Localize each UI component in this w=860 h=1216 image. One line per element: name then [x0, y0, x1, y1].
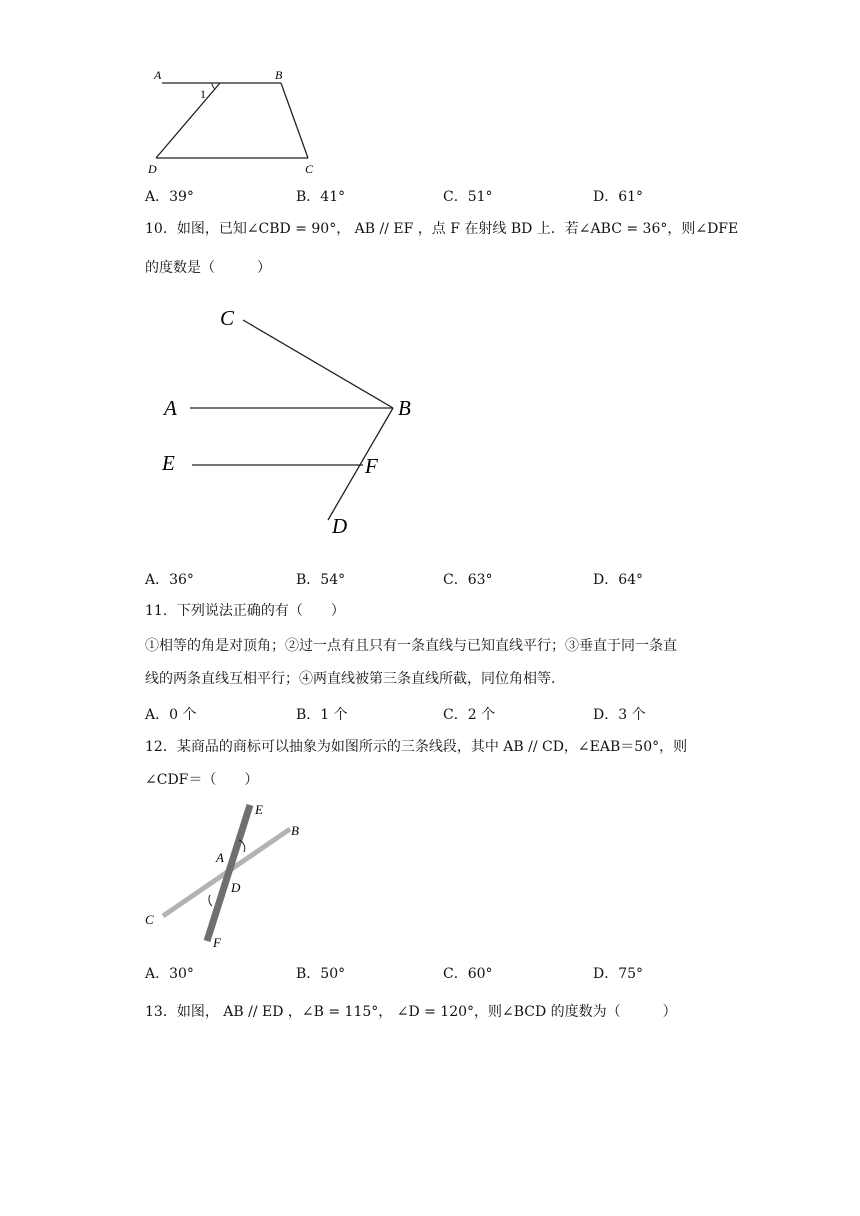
angle-cdf-arc	[209, 895, 212, 906]
q12-option-d[interactable]: D．75°	[593, 966, 644, 982]
figure-q12-logo	[140, 800, 320, 952]
q11-stem-line1: 11．下列说法正确的有（ ）	[145, 603, 345, 619]
q11-option-b[interactable]: B．1 个	[296, 707, 348, 723]
q10-option-a[interactable]: A．36°	[145, 572, 194, 588]
label-e: E	[255, 802, 263, 817]
angle-1-arc	[212, 83, 215, 89]
q12-option-c[interactable]: C．60°	[443, 966, 493, 982]
label-1: 1	[200, 87, 206, 101]
q10-stem-line2: 的度数是（ ）	[145, 260, 271, 276]
figure-q10	[150, 298, 440, 543]
q9-option-c[interactable]: C．51°	[443, 189, 493, 205]
q10-option-b[interactable]: B．54°	[296, 572, 346, 588]
label-d: D	[148, 162, 157, 176]
line-d-top	[156, 83, 220, 158]
label-c: C	[305, 162, 314, 176]
label-f: F	[365, 454, 378, 478]
q13-stem-line1: 13．如图， AB // ED ，∠B = 115°， ∠D = 120°，则∠BCD 的度数为（ ）	[145, 1004, 677, 1020]
q12-stem-line2: ∠CDF＝（ ）	[145, 772, 259, 788]
label-d: D	[332, 514, 348, 538]
q12-option-b[interactable]: B．50°	[296, 966, 346, 982]
label-d: D	[231, 880, 241, 895]
label-c: C	[145, 912, 154, 927]
q11-stem-line3: 线的两条直线互相平行；④两直线被第三条直线所截，同位角相等．	[145, 671, 565, 687]
label-f: F	[213, 935, 221, 950]
label-e: E	[162, 451, 175, 475]
line-bc	[281, 83, 308, 158]
label-a: A	[154, 68, 162, 82]
q12-stem-line1: 12．某商品的商标可以抽象为如图所示的三条线段，其中 AB // CD，∠EAB＝50°，则	[145, 739, 688, 755]
label-b: B	[275, 68, 283, 82]
label-b: B	[398, 396, 411, 420]
q12-option-a[interactable]: A．30°	[145, 966, 194, 982]
figure-q9-trapezoid	[140, 62, 340, 180]
label-a: A	[164, 396, 177, 420]
q10-option-d[interactable]: D．64°	[593, 572, 644, 588]
label-c: C	[220, 306, 235, 330]
q11-stem-line2: ①相等的角是对顶角；②过一点有且只有一条直线与已知直线平行；③垂直于同一条直	[145, 638, 677, 654]
q11-option-a[interactable]: A．0 个	[145, 707, 197, 723]
q10-stem-line1: 10．如图，已知∠CBD = 90°， AB // EF ，点 F 在射线 BD 上．若∠ABC = 36°，则∠DFE	[145, 221, 739, 237]
q9-option-b[interactable]: B．41°	[296, 189, 346, 205]
segment-ef	[207, 805, 250, 941]
label-a: A	[216, 850, 224, 865]
label-b: B	[291, 823, 299, 838]
q9-option-d[interactable]: D．61°	[593, 189, 644, 205]
q10-option-c[interactable]: C．63°	[443, 572, 493, 588]
line-bd	[328, 408, 393, 520]
q11-option-c[interactable]: C．2 个	[443, 707, 496, 723]
line-cb	[243, 320, 393, 408]
q11-option-d[interactable]: D．3 个	[593, 707, 646, 723]
q9-option-a[interactable]: A．39°	[145, 189, 194, 205]
